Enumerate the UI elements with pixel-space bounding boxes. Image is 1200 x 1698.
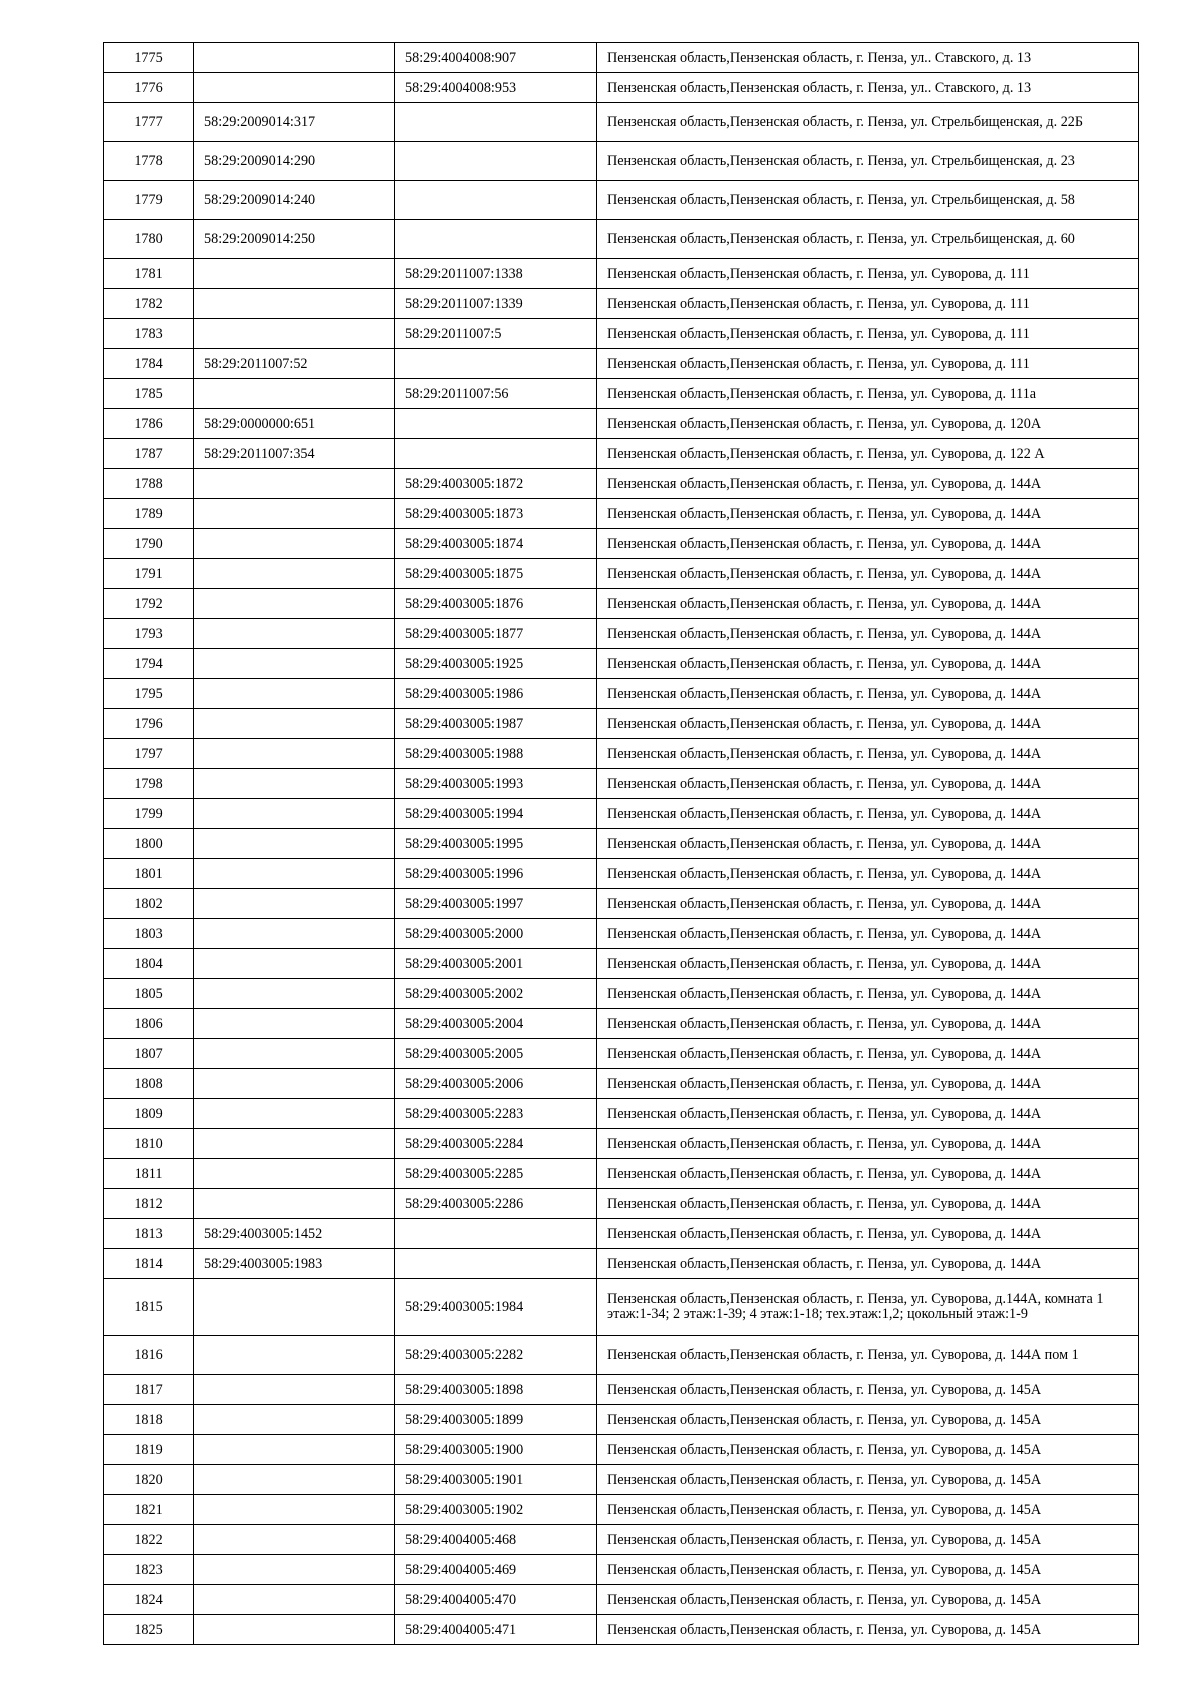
address-cell: Пензенская область,Пензенская область, г. Пенза, ул. Суворова, д. 111 [597, 319, 1139, 349]
row-number-cell: 1791 [104, 559, 194, 589]
table-row [104, 919, 1139, 949]
land-cadastral-number-cell [194, 43, 395, 73]
land-cadastral-number-cell [194, 859, 395, 889]
land-cadastral-number-cell [194, 1189, 395, 1219]
building-cadastral-number-cell: 58:29:4003005:1901 [395, 1465, 597, 1495]
address-cell: Пензенская область,Пензенская область, г. Пенза, ул. Суворова, д.144А, комната 1 этаж:1-34; 2 этаж:1-39; 4 этаж:1-18; тех.этаж:1,2; цокольный этаж:1-9 [597, 1279, 1139, 1336]
building-cadastral-number-cell [395, 439, 597, 469]
building-cadastral-number-cell [395, 349, 597, 379]
table-row [104, 1435, 1139, 1465]
building-cadastral-number-cell: 58:29:4003005:1986 [395, 679, 597, 709]
land-cadastral-number-cell [194, 469, 395, 499]
address-cell: Пензенская область,Пензенская область, г. Пенза, ул. Суворова, д. 144А [597, 1039, 1139, 1069]
land-cadastral-number-cell [194, 889, 395, 919]
table-row [104, 1219, 1139, 1249]
building-cadastral-number-cell: 58:29:4003005:2284 [395, 1129, 597, 1159]
land-cadastral-number-cell: 58:29:2009014:317 [194, 103, 395, 142]
table-row [104, 1009, 1139, 1039]
address-cell: Пензенская область,Пензенская область, г. Пенза, ул. Суворова, д. 145А [597, 1525, 1139, 1555]
address-cell: Пензенская область,Пензенская область, г. Пенза, ул.. Ставского, д. 13 [597, 43, 1139, 73]
address-cell: Пензенская область,Пензенская область, г. Пенза, ул. Стрельбищенская, д. 60 [597, 220, 1139, 259]
land-cadastral-number-cell [194, 319, 395, 349]
address-cell: Пензенская область,Пензенская область, г. Пенза, ул. Суворова, д. 111 [597, 289, 1139, 319]
building-cadastral-number-cell: 58:29:4003005:2005 [395, 1039, 597, 1069]
address-cell: Пензенская область,Пензенская область, г. Пенза, ул. Суворова, д. 144А [597, 1129, 1139, 1159]
land-cadastral-number-cell [194, 1099, 395, 1129]
building-cadastral-number-cell: 58:29:4004005:468 [395, 1525, 597, 1555]
row-number-cell: 1780 [104, 220, 194, 259]
table-row [104, 73, 1139, 103]
row-number-cell: 1786 [104, 409, 194, 439]
building-cadastral-number-cell: 58:29:4003005:1987 [395, 709, 597, 739]
table-row [104, 1336, 1139, 1375]
building-cadastral-number-cell: 58:29:4003005:1993 [395, 769, 597, 799]
address-cell: Пензенская область,Пензенская область, г. Пенза, ул. Суворова, д. 144А [597, 649, 1139, 679]
land-cadastral-number-cell: 58:29:2009014:290 [194, 142, 395, 181]
row-number-cell: 1778 [104, 142, 194, 181]
table-row [104, 1189, 1139, 1219]
row-number-cell: 1787 [104, 439, 194, 469]
table-row [104, 1585, 1139, 1615]
table-row [104, 259, 1139, 289]
table-row [104, 1495, 1139, 1525]
building-cadastral-number-cell: 58:29:4003005:1988 [395, 739, 597, 769]
table-row [104, 1279, 1139, 1336]
land-cadastral-number-cell [194, 1555, 395, 1585]
row-number-cell: 1806 [104, 1009, 194, 1039]
row-number-cell: 1795 [104, 679, 194, 709]
land-cadastral-number-cell: 58:29:0000000:651 [194, 409, 395, 439]
building-cadastral-number-cell: 58:29:4003005:2286 [395, 1189, 597, 1219]
table-row [104, 709, 1139, 739]
address-cell: Пензенская область,Пензенская область, г. Пенза, ул. Суворова, д. 144А [597, 829, 1139, 859]
land-cadastral-number-cell [194, 919, 395, 949]
land-cadastral-number-cell [194, 829, 395, 859]
row-number-cell: 1796 [104, 709, 194, 739]
table-body [104, 43, 1139, 1645]
land-cadastral-number-cell [194, 1069, 395, 1099]
row-number-cell: 1801 [104, 859, 194, 889]
address-cell: Пензенская область,Пензенская область, г. Пенза, ул. Суворова, д. 145А [597, 1615, 1139, 1645]
table-row [104, 1069, 1139, 1099]
table-row [104, 559, 1139, 589]
land-cadastral-number-cell [194, 949, 395, 979]
address-cell: Пензенская область,Пензенская область, г. Пенза, ул. Суворова, д. 144А [597, 919, 1139, 949]
land-cadastral-number-cell [194, 1009, 395, 1039]
row-number-cell: 1775 [104, 43, 194, 73]
building-cadastral-number-cell: 58:29:4003005:2283 [395, 1099, 597, 1129]
address-cell: Пензенская область,Пензенская область, г. Пенза, ул. Суворова, д. 111а [597, 379, 1139, 409]
table-row [104, 529, 1139, 559]
address-cell: Пензенская область,Пензенская область, г. Пенза, ул. Суворова, д. 145А [597, 1405, 1139, 1435]
address-cell: Пензенская область,Пензенская область, г. Пенза, ул. Суворова, д. 144А [597, 1099, 1139, 1129]
building-cadastral-number-cell: 58:29:2011007:1338 [395, 259, 597, 289]
table-row [104, 649, 1139, 679]
row-number-cell: 1819 [104, 1435, 194, 1465]
row-number-cell: 1789 [104, 499, 194, 529]
building-cadastral-number-cell: 58:29:4004008:907 [395, 43, 597, 73]
row-number-cell: 1797 [104, 739, 194, 769]
building-cadastral-number-cell [395, 220, 597, 259]
row-number-cell: 1808 [104, 1069, 194, 1099]
table-row [104, 799, 1139, 829]
table-row [104, 1159, 1139, 1189]
row-number-cell: 1800 [104, 829, 194, 859]
land-cadastral-number-cell [194, 589, 395, 619]
building-cadastral-number-cell: 58:29:4004005:469 [395, 1555, 597, 1585]
row-number-cell: 1785 [104, 379, 194, 409]
building-cadastral-number-cell: 58:29:4003005:1873 [395, 499, 597, 529]
building-cadastral-number-cell: 58:29:4003005:1898 [395, 1375, 597, 1405]
address-cell: Пензенская область,Пензенская область, г. Пенза, ул. Стрельбищенская, д. 58 [597, 181, 1139, 220]
land-cadastral-number-cell [194, 799, 395, 829]
land-cadastral-number-cell [194, 619, 395, 649]
row-number-cell: 1807 [104, 1039, 194, 1069]
land-cadastral-number-cell [194, 769, 395, 799]
building-cadastral-number-cell: 58:29:4003005:1994 [395, 799, 597, 829]
table-row [104, 949, 1139, 979]
row-number-cell: 1794 [104, 649, 194, 679]
land-cadastral-number-cell [194, 1279, 395, 1336]
building-cadastral-number-cell: 58:29:4003005:1995 [395, 829, 597, 859]
address-cell: Пензенская область,Пензенская область, г. Пенза, ул. Суворова, д. 144А [597, 1249, 1139, 1279]
table-row [104, 1099, 1139, 1129]
row-number-cell: 1814 [104, 1249, 194, 1279]
table-row [104, 43, 1139, 73]
building-cadastral-number-cell: 58:29:2011007:5 [395, 319, 597, 349]
row-number-cell: 1804 [104, 949, 194, 979]
table-row [104, 1039, 1139, 1069]
address-cell: Пензенская область,Пензенская область, г. Пенза, ул. Суворова, д. 144А [597, 1219, 1139, 1249]
table-row [104, 469, 1139, 499]
row-number-cell: 1783 [104, 319, 194, 349]
table-row [104, 1465, 1139, 1495]
land-cadastral-number-cell [194, 499, 395, 529]
address-cell: Пензенская область,Пензенская область, г. Пенза, ул. Суворова, д. 111 [597, 349, 1139, 379]
building-cadastral-number-cell [395, 409, 597, 439]
address-cell: Пензенская область,Пензенская область, г. Пенза, ул. Суворова, д. 144А [597, 499, 1139, 529]
table-row [104, 979, 1139, 1009]
land-cadastral-number-cell: 58:29:4003005:1983 [194, 1249, 395, 1279]
land-cadastral-number-cell: 58:29:2009014:250 [194, 220, 395, 259]
land-cadastral-number-cell [194, 649, 395, 679]
row-number-cell: 1812 [104, 1189, 194, 1219]
building-cadastral-number-cell: 58:29:4003005:2004 [395, 1009, 597, 1039]
property-register-table [103, 42, 1139, 1645]
table-row [104, 142, 1139, 181]
land-cadastral-number-cell [194, 1336, 395, 1375]
land-cadastral-number-cell [194, 73, 395, 103]
land-cadastral-number-cell [194, 1159, 395, 1189]
table-row [104, 1555, 1139, 1585]
land-cadastral-number-cell [194, 1585, 395, 1615]
address-cell: Пензенская область,Пензенская область, г. Пенза, ул. Суворова, д. 144А [597, 679, 1139, 709]
building-cadastral-number-cell: 58:29:4003005:2000 [395, 919, 597, 949]
row-number-cell: 1802 [104, 889, 194, 919]
address-cell: Пензенская область,Пензенская область, г. Пенза, ул. Суворова, д. 144А [597, 949, 1139, 979]
building-cadastral-number-cell: 58:29:2011007:56 [395, 379, 597, 409]
building-cadastral-number-cell: 58:29:4003005:1872 [395, 469, 597, 499]
table-row [104, 619, 1139, 649]
address-cell: Пензенская область,Пензенская область, г. Пенза, ул. Суворова, д. 145А [597, 1435, 1139, 1465]
building-cadastral-number-cell [395, 103, 597, 142]
building-cadastral-number-cell: 58:29:4003005:2006 [395, 1069, 597, 1099]
table-row [104, 439, 1139, 469]
building-cadastral-number-cell: 58:29:4003005:1997 [395, 889, 597, 919]
address-cell: Пензенская область,Пензенская область, г. Пенза, ул. Суворова, д. 145А [597, 1495, 1139, 1525]
building-cadastral-number-cell: 58:29:4003005:1984 [395, 1279, 597, 1336]
land-cadastral-number-cell [194, 379, 395, 409]
address-cell: Пензенская область,Пензенская область, г. Пенза, ул. Суворова, д. 144А [597, 979, 1139, 1009]
row-number-cell: 1782 [104, 289, 194, 319]
land-cadastral-number-cell [194, 289, 395, 319]
table-row [104, 739, 1139, 769]
building-cadastral-number-cell: 58:29:4003005:1877 [395, 619, 597, 649]
address-cell: Пензенская область,Пензенская область, г. Пенза, ул. Суворова, д. 144А [597, 1159, 1139, 1189]
table-row [104, 409, 1139, 439]
land-cadastral-number-cell [194, 739, 395, 769]
row-number-cell: 1790 [104, 529, 194, 559]
row-number-cell: 1816 [104, 1336, 194, 1375]
row-number-cell: 1798 [104, 769, 194, 799]
address-cell: Пензенская область,Пензенская область, г. Пенза, ул. Суворова, д. 145А [597, 1465, 1139, 1495]
table-row [104, 1129, 1139, 1159]
row-number-cell: 1777 [104, 103, 194, 142]
row-number-cell: 1781 [104, 259, 194, 289]
address-cell: Пензенская область,Пензенская область, г. Пенза, ул. Суворова, д. 144А [597, 529, 1139, 559]
row-number-cell: 1810 [104, 1129, 194, 1159]
row-number-cell: 1809 [104, 1099, 194, 1129]
building-cadastral-number-cell: 58:29:4003005:1900 [395, 1435, 597, 1465]
land-cadastral-number-cell [194, 1495, 395, 1525]
address-cell: Пензенская область,Пензенская область, г. Пенза, ул. Суворова, д. 144А [597, 799, 1139, 829]
building-cadastral-number-cell [395, 1219, 597, 1249]
land-cadastral-number-cell [194, 1465, 395, 1495]
address-cell: Пензенская область,Пензенская область, г. Пенза, ул. Суворова, д. 144А [597, 709, 1139, 739]
address-cell: Пензенская область,Пензенская область, г. Пенза, ул. Суворова, д. 144А [597, 769, 1139, 799]
table-row [104, 889, 1139, 919]
building-cadastral-number-cell [395, 1249, 597, 1279]
row-number-cell: 1817 [104, 1375, 194, 1405]
table-row [104, 589, 1139, 619]
address-cell: Пензенская область,Пензенская область, г. Пенза, ул. Суворова, д. 144А [597, 1069, 1139, 1099]
table-row [104, 379, 1139, 409]
row-number-cell: 1824 [104, 1585, 194, 1615]
building-cadastral-number-cell: 58:29:4003005:1899 [395, 1405, 597, 1435]
land-cadastral-number-cell [194, 679, 395, 709]
row-number-cell: 1811 [104, 1159, 194, 1189]
row-number-cell: 1805 [104, 979, 194, 1009]
row-number-cell: 1818 [104, 1405, 194, 1435]
address-cell: Пензенская область,Пензенская область, г. Пенза, ул. Суворова, д. 144А [597, 589, 1139, 619]
building-cadastral-number-cell: 58:29:4003005:1874 [395, 529, 597, 559]
building-cadastral-number-cell: 58:29:4003005:1875 [395, 559, 597, 589]
row-number-cell: 1820 [104, 1465, 194, 1495]
building-cadastral-number-cell: 58:29:4003005:1902 [395, 1495, 597, 1525]
row-number-cell: 1776 [104, 73, 194, 103]
row-number-cell: 1784 [104, 349, 194, 379]
row-number-cell: 1803 [104, 919, 194, 949]
table-row [104, 1405, 1139, 1435]
address-cell: Пензенская область,Пензенская область, г. Пенза, ул. Суворова, д. 144А [597, 1009, 1139, 1039]
land-cadastral-number-cell [194, 259, 395, 289]
table-row [104, 289, 1139, 319]
land-cadastral-number-cell [194, 709, 395, 739]
table-row [104, 679, 1139, 709]
address-cell: Пензенская область,Пензенская область, г. Пенза, ул. Суворова, д. 144А [597, 559, 1139, 589]
row-number-cell: 1815 [104, 1279, 194, 1336]
building-cadastral-number-cell: 58:29:4003005:2285 [395, 1159, 597, 1189]
table-row [104, 220, 1139, 259]
row-number-cell: 1779 [104, 181, 194, 220]
land-cadastral-number-cell [194, 1375, 395, 1405]
land-cadastral-number-cell [194, 1129, 395, 1159]
row-number-cell: 1813 [104, 1219, 194, 1249]
table-row [104, 103, 1139, 142]
row-number-cell: 1825 [104, 1615, 194, 1645]
land-cadastral-number-cell [194, 1435, 395, 1465]
table-row [104, 349, 1139, 379]
address-cell: Пензенская область,Пензенская область, г. Пенза, ул. Суворова, д. 145А [597, 1555, 1139, 1585]
address-cell: Пензенская область,Пензенская область, г. Пенза, ул. Суворова, д. 144А [597, 889, 1139, 919]
land-cadastral-number-cell [194, 1405, 395, 1435]
address-cell: Пензенская область,Пензенская область, г. Пенза, ул. Суворова, д. 120А [597, 409, 1139, 439]
building-cadastral-number-cell: 58:29:4003005:2001 [395, 949, 597, 979]
land-cadastral-number-cell [194, 1615, 395, 1645]
table-row [104, 319, 1139, 349]
row-number-cell: 1799 [104, 799, 194, 829]
land-cadastral-number-cell: 58:29:4003005:1452 [194, 1219, 395, 1249]
address-cell: Пензенская область,Пензенская область, г. Пенза, ул. Суворова, д. 144А [597, 859, 1139, 889]
land-cadastral-number-cell: 58:29:2011007:52 [194, 349, 395, 379]
land-cadastral-number-cell: 58:29:2011007:354 [194, 439, 395, 469]
table-row [104, 1375, 1139, 1405]
table-row [104, 829, 1139, 859]
address-cell: Пензенская область,Пензенская область, г. Пенза, ул. Суворова, д. 144А [597, 739, 1139, 769]
address-cell: Пензенская область,Пензенская область, г. Пенза, ул. Суворова, д. 111 [597, 259, 1139, 289]
address-cell: Пензенская область,Пензенская область, г. Пенза, ул. Суворова, д. 144А [597, 469, 1139, 499]
table-row [104, 181, 1139, 220]
address-cell: Пензенская область,Пензенская область, г. Пенза, ул. Стрельбищенская, д. 22Б [597, 103, 1139, 142]
building-cadastral-number-cell: 58:29:4003005:1996 [395, 859, 597, 889]
land-cadastral-number-cell: 58:29:2009014:240 [194, 181, 395, 220]
row-number-cell: 1792 [104, 589, 194, 619]
address-cell: Пензенская область,Пензенская область, г. Пенза, ул. Суворова, д. 122 А [597, 439, 1139, 469]
building-cadastral-number-cell: 58:29:4004008:953 [395, 73, 597, 103]
building-cadastral-number-cell: 58:29:4003005:2282 [395, 1336, 597, 1375]
row-number-cell: 1822 [104, 1525, 194, 1555]
land-cadastral-number-cell [194, 529, 395, 559]
building-cadastral-number-cell: 58:29:2011007:1339 [395, 289, 597, 319]
building-cadastral-number-cell: 58:29:4003005:1876 [395, 589, 597, 619]
address-cell: Пензенская область,Пензенская область, г. Пенза, ул.. Ставского, д. 13 [597, 73, 1139, 103]
building-cadastral-number-cell: 58:29:4003005:2002 [395, 979, 597, 1009]
land-cadastral-number-cell [194, 559, 395, 589]
row-number-cell: 1788 [104, 469, 194, 499]
building-cadastral-number-cell: 58:29:4004005:471 [395, 1615, 597, 1645]
building-cadastral-number-cell [395, 181, 597, 220]
land-cadastral-number-cell [194, 1039, 395, 1069]
row-number-cell: 1821 [104, 1495, 194, 1525]
building-cadastral-number-cell [395, 142, 597, 181]
address-cell: Пензенская область,Пензенская область, г. Пенза, ул. Суворова, д. 145А [597, 1375, 1139, 1405]
address-cell: Пензенская область,Пензенская область, г. Пенза, ул. Суворова, д. 144А [597, 619, 1139, 649]
address-cell: Пензенская область,Пензенская область, г. Пенза, ул. Суворова, д. 145А [597, 1585, 1139, 1615]
building-cadastral-number-cell: 58:29:4004005:470 [395, 1585, 597, 1615]
building-cadastral-number-cell: 58:29:4003005:1925 [395, 649, 597, 679]
table-row [104, 499, 1139, 529]
table-row [104, 859, 1139, 889]
table-row [104, 1525, 1139, 1555]
table-row [104, 769, 1139, 799]
row-number-cell: 1823 [104, 1555, 194, 1585]
address-cell: Пензенская область,Пензенская область, г. Пенза, ул. Суворова, д. 144А [597, 1189, 1139, 1219]
table-row [104, 1615, 1139, 1645]
table-row [104, 1249, 1139, 1279]
address-cell: Пензенская область,Пензенская область, г. Пенза, ул. Стрельбищенская, д. 23 [597, 142, 1139, 181]
row-number-cell: 1793 [104, 619, 194, 649]
land-cadastral-number-cell [194, 1525, 395, 1555]
address-cell: Пензенская область,Пензенская область, г. Пенза, ул. Суворова, д. 144А пом 1 [597, 1336, 1139, 1375]
land-cadastral-number-cell [194, 979, 395, 1009]
